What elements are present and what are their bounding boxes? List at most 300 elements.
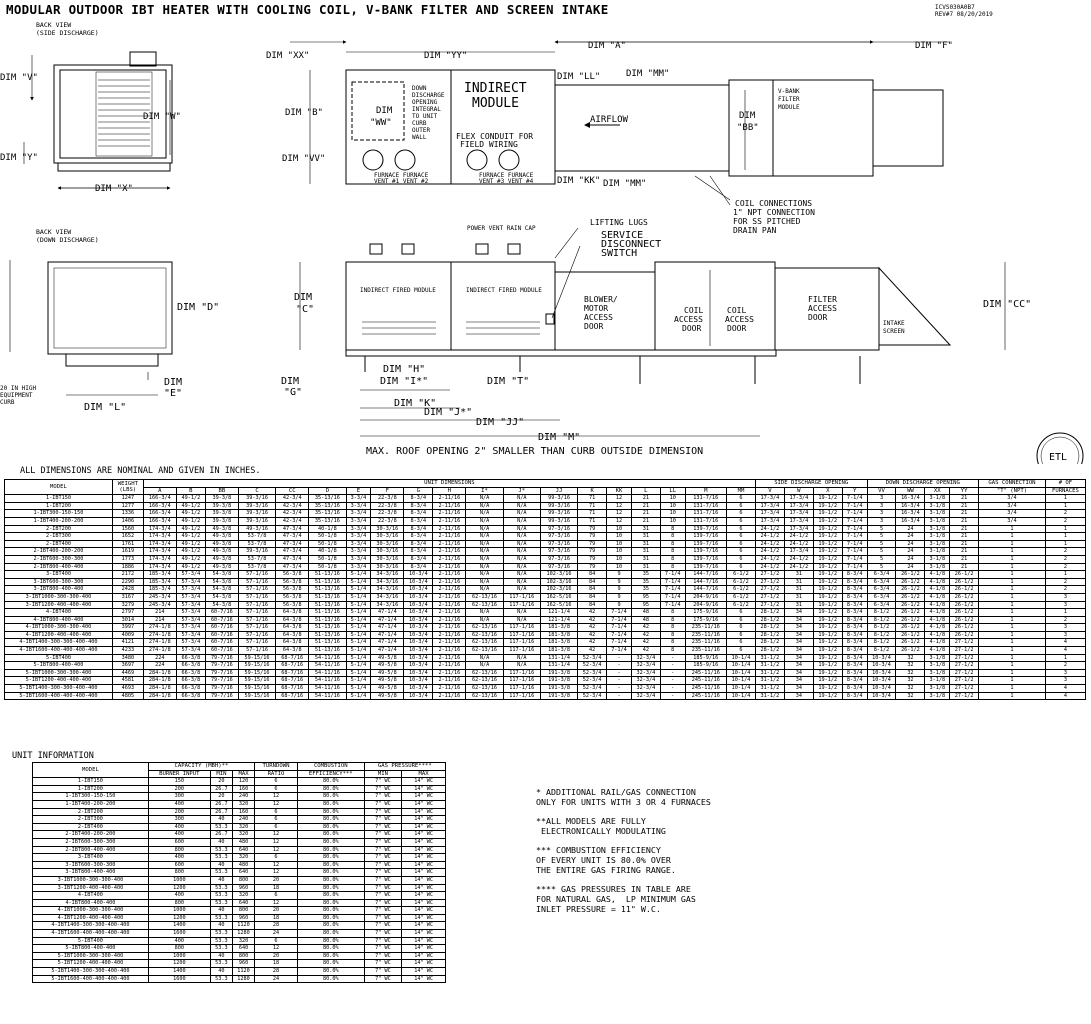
- blower-door-3: ACCESS: [584, 313, 613, 322]
- table-cell: 19-1/2: [813, 502, 842, 510]
- table-cell: 14" WC: [402, 838, 446, 846]
- blower-door-2: MOTOR: [584, 304, 609, 313]
- table-cell: 49-3/16: [238, 525, 275, 533]
- table-cell: 66-3/8: [176, 692, 205, 700]
- table-cell: 53.3: [210, 846, 232, 854]
- table-cell: 84: [578, 586, 607, 594]
- table-cell: 19-1/2: [813, 525, 842, 533]
- table-cell: N/A: [503, 571, 540, 579]
- table-row: [5, 578, 1086, 586]
- table-cell: 59-15/16: [238, 654, 275, 662]
- table-cell: 7-1/4: [660, 578, 685, 586]
- table-cell: 235-11/16: [685, 647, 726, 655]
- table-cell: 3-3/4: [346, 540, 371, 548]
- dim-jj-label: DIM "JJ": [476, 417, 525, 428]
- dim-f-label: DIM "F": [915, 41, 953, 51]
- table-cell: 42-3/4: [276, 510, 309, 518]
- table-cell: 400: [148, 831, 210, 839]
- table-cell: 32: [896, 654, 925, 662]
- col-weight: WEIGHT (LBS): [112, 480, 143, 495]
- table-cell: 8-3/4: [404, 510, 433, 518]
- coil-connections-2: 1" NPT CONNECTION: [733, 208, 815, 217]
- table-cell: 34: [784, 692, 813, 700]
- table-cell: 3-3/4: [346, 525, 371, 533]
- table-row: [5, 601, 1086, 609]
- table-cell: 4-1/8: [925, 624, 950, 632]
- dim-v-label: DIM "V": [0, 73, 38, 83]
- table-cell: 131-1/4: [540, 654, 577, 662]
- table-cell: 191-3/8: [540, 669, 577, 677]
- table-cell: 10-3/4: [404, 685, 433, 693]
- table-cell: 2: [1045, 563, 1085, 571]
- table-cell: 14" WC: [402, 975, 446, 983]
- table-cell: 28-1/2: [755, 609, 784, 617]
- table-row: [5, 510, 1086, 518]
- table-cell: -: [660, 669, 685, 677]
- table-cell: 3-1/8: [925, 662, 950, 670]
- table-cell: 1-IBT300-150-150: [33, 793, 149, 801]
- table-cell: N/A: [466, 609, 503, 617]
- table-cell: 6: [727, 639, 756, 647]
- table-cell: 31: [631, 540, 660, 548]
- table-cell: 26-1/2: [950, 624, 979, 632]
- table-cell: 27-1/2: [755, 578, 784, 586]
- table-cell: 7" WC: [364, 960, 401, 968]
- table-cell: 32: [896, 692, 925, 700]
- down-discharge-4: INTEGRAL: [412, 106, 441, 113]
- table-cell: 5: [867, 525, 896, 533]
- table-cell: 2-11/16: [433, 548, 466, 556]
- table-cell: 8-3/4: [842, 571, 867, 579]
- table-cell: -: [607, 654, 632, 662]
- table-cell: 7-1/4: [607, 624, 632, 632]
- table-cell: 284-1/8: [143, 669, 176, 677]
- table-cell: 59-15/16: [238, 685, 275, 693]
- table-cell: 5-1/4: [346, 654, 371, 662]
- table-cell: 3-1/8: [925, 533, 950, 541]
- table-cell: 117-1/16: [503, 624, 540, 632]
- table-cell: 9: [607, 601, 632, 609]
- table-cell: 32: [896, 677, 925, 685]
- table-cell: 4-IBT1000-300-300-400: [5, 624, 113, 632]
- table-cell: 10-3/4: [404, 647, 433, 655]
- table-cell: 2-11/16: [433, 571, 466, 579]
- table-cell: 34: [784, 662, 813, 670]
- table-cell: 19-1/2: [813, 548, 842, 556]
- table-cell: 7" WC: [364, 968, 401, 976]
- table-cell: 54-3/8: [205, 578, 238, 586]
- table-cell: 79-7/16: [205, 669, 238, 677]
- table-cell: N/A: [466, 525, 503, 533]
- table-cell: 32-3/4: [631, 654, 660, 662]
- table-cell: 19-1/2: [813, 578, 842, 586]
- table-cell: 40: [210, 861, 232, 869]
- dims-col-header: X: [813, 487, 842, 495]
- table-row: [33, 914, 446, 922]
- table-cell: 6-3/4: [867, 578, 896, 586]
- table-cell: 49-1/2: [176, 517, 205, 525]
- table-cell: 42-3/4: [276, 502, 309, 510]
- table-cell: 6-3/4: [867, 586, 896, 594]
- table-cell: 10-3/4: [404, 601, 433, 609]
- table-row: [33, 876, 446, 884]
- table-cell: 800: [232, 907, 254, 915]
- down-discharge-6: CURB: [412, 120, 427, 127]
- table-cell: 2-11/16: [433, 616, 466, 624]
- table-cell: 40-1/8: [309, 525, 346, 533]
- table-cell: 24-1/2: [784, 540, 813, 548]
- table-cell: 7" WC: [364, 930, 401, 938]
- table-cell: 31-1/2: [755, 662, 784, 670]
- table-cell: 245-11/16: [685, 685, 726, 693]
- table-cell: 68-7/16: [276, 654, 309, 662]
- dim-g-label-1: DIM: [281, 376, 300, 387]
- table-cell: 34-3/16: [371, 571, 404, 579]
- dims-col-header: WW: [896, 487, 925, 495]
- table-cell: N/A: [466, 502, 503, 510]
- table-cell: 7-1/4: [607, 616, 632, 624]
- table-cell: 26-1/2: [950, 571, 979, 579]
- table-cell: 34: [784, 609, 813, 617]
- table-cell: 53.3: [210, 884, 232, 892]
- table-cell: 10: [607, 555, 632, 563]
- table-cell: 57-3/4: [176, 601, 205, 609]
- table-cell: 2: [1045, 578, 1085, 586]
- table-cell: 7-1/4: [660, 601, 685, 609]
- table-cell: 79: [578, 525, 607, 533]
- table-cell: 4-1/8: [925, 586, 950, 594]
- table-cell: 26.7: [210, 808, 232, 816]
- table-cell: 19-1/2: [813, 571, 842, 579]
- table-cell: 21: [631, 517, 660, 525]
- table-cell: N/A: [503, 555, 540, 563]
- table-cell: 3-IBT800-400-400: [5, 586, 113, 594]
- table-cell: 8-1/2: [867, 639, 896, 647]
- table-row: [5, 525, 1086, 533]
- table-cell: 10: [660, 502, 685, 510]
- table-cell: 7-1/4: [842, 510, 867, 518]
- table-cell: N/A: [503, 578, 540, 586]
- power-vent-label: POWER VENT RAIN CAP: [467, 225, 536, 232]
- table-cell: 7" WC: [364, 831, 401, 839]
- table-cell: 1400: [148, 922, 210, 930]
- table-cell: 5-IBT1000-300-300-400: [33, 952, 149, 960]
- table-cell: 2-11/16: [433, 540, 466, 548]
- table-cell: N/A: [503, 586, 540, 594]
- table-cell: 8-3/4: [842, 616, 867, 624]
- table-cell: 1120: [232, 922, 254, 930]
- table-cell: 26-1/2: [950, 609, 979, 617]
- table-cell: 121-1/4: [540, 609, 577, 617]
- table-cell: 14" WC: [402, 793, 446, 801]
- table-cell: 7" WC: [364, 861, 401, 869]
- table-cell: 4-IBT1400-300-300-400-400: [33, 922, 149, 930]
- table-cell: 5-IBT400: [5, 654, 113, 662]
- table-cell: N/A: [503, 517, 540, 525]
- dim-y-label: DIM "Y": [0, 153, 38, 163]
- table-cell: 3-1/8: [925, 510, 950, 518]
- table-cell: 8-3/4: [842, 677, 867, 685]
- dim-c-label-2: "C": [296, 304, 315, 315]
- unit-information-title: UNIT INFORMATION: [12, 751, 94, 761]
- table-cell: 80.0%: [297, 816, 364, 824]
- table-cell: 4: [1045, 647, 1085, 655]
- down-discharge-8: WALL: [412, 134, 427, 141]
- table-cell: 26-1/2: [950, 586, 979, 594]
- table-cell: 47-1/4: [371, 647, 404, 655]
- dims-col-header: A: [143, 487, 176, 495]
- table-cell: 4-IBT1000-300-300-400: [33, 907, 149, 915]
- dim-b-label: DIM "B": [285, 108, 323, 118]
- table-cell: 40-1/8: [309, 548, 346, 556]
- table-cell: 5-1/4: [346, 578, 371, 586]
- table-cell: 40: [210, 816, 232, 824]
- table-cell: 245-3/4: [143, 593, 176, 601]
- table-cell: 1773: [112, 555, 143, 563]
- table-cell: 62-13/16: [466, 639, 503, 647]
- table-cell: 10-3/4: [867, 677, 896, 685]
- table-cell: 60-7/16: [205, 647, 238, 655]
- service-switch-2: DISCONNECT: [601, 239, 662, 250]
- table-cell: 62-13/16: [466, 692, 503, 700]
- table-cell: 47-3/4: [276, 540, 309, 548]
- dims-col-header: YY: [950, 487, 979, 495]
- table-cell: 80.0%: [297, 838, 364, 846]
- table-cell: 1-IBT300-150-150: [5, 510, 113, 518]
- table-cell: 2-11/16: [433, 669, 466, 677]
- vbank-label-3: MODULE: [778, 104, 800, 111]
- table-cell: 26-1/2: [950, 616, 979, 624]
- table-cell: 2-IBT400-200-200: [33, 831, 149, 839]
- table-row: [33, 930, 446, 938]
- table-cell: 10: [660, 517, 685, 525]
- table-cell: 47-1/4: [371, 609, 404, 617]
- table-cell: 47-1/4: [371, 616, 404, 624]
- table-cell: 28-1/2: [755, 647, 784, 655]
- table-row: [5, 685, 1086, 693]
- table-cell: 2-11/16: [433, 631, 466, 639]
- table-cell: N/A: [466, 563, 503, 571]
- table-cell: 84: [578, 571, 607, 579]
- table-cell: 12: [255, 899, 298, 907]
- table-cell: 42: [578, 616, 607, 624]
- table-cell: 80.0%: [297, 854, 364, 862]
- table-cell: 6: [727, 525, 756, 533]
- table-cell: 3: [867, 502, 896, 510]
- table-cell: 640: [232, 846, 254, 854]
- table-cell: 19-1/2: [813, 616, 842, 624]
- table-row: [33, 861, 446, 869]
- table-cell: 191-3/8: [540, 685, 577, 693]
- table-cell: N/A: [503, 502, 540, 510]
- table-cell: 1600: [148, 975, 210, 983]
- back-view-down-title-1: BACK VIEW: [36, 228, 72, 236]
- table-cell: 8-1/2: [867, 616, 896, 624]
- table-cell: 49-5/8: [371, 692, 404, 700]
- table-cell: 3-3/4: [346, 533, 371, 541]
- table-cell: 400: [148, 854, 210, 862]
- table-cell: 12: [607, 495, 632, 503]
- table-cell: 49-1/2: [176, 548, 205, 556]
- dim-ww-label-2: "WW": [370, 118, 392, 128]
- table-cell: 28-1/2: [755, 616, 784, 624]
- table-cell: 2-11/16: [433, 685, 466, 693]
- table-cell: 3/4: [979, 502, 1046, 510]
- table-cell: 121-1/4: [540, 616, 577, 624]
- table-cell: 47-3/4: [276, 548, 309, 556]
- table-row: [33, 869, 446, 877]
- table-cell: 2: [1045, 616, 1085, 624]
- table-cell: N/A: [466, 555, 503, 563]
- table-cell: 10-1/4: [727, 692, 756, 700]
- table-cell: N/A: [466, 533, 503, 541]
- table-cell: 19-1/2: [813, 517, 842, 525]
- table-cell: 5-1/4: [346, 616, 371, 624]
- table-cell: 800: [148, 945, 210, 953]
- table-cell: 42: [631, 639, 660, 647]
- table-cell: 3-IBT600-300-300: [5, 578, 113, 586]
- table-cell: 4-IBT800-400-400: [33, 899, 149, 907]
- table-cell: 60-7/16: [205, 631, 238, 639]
- table-cell: 17-3/4: [784, 548, 813, 556]
- table-cell: 19-1/2: [813, 685, 842, 693]
- table-cell: 54-11/16: [309, 662, 346, 670]
- table-cell: 4-1/8: [925, 631, 950, 639]
- table-cell: 10-3/4: [404, 669, 433, 677]
- table-cell: 1: [979, 677, 1046, 685]
- table-cell: 80.0%: [297, 831, 364, 839]
- table-cell: 52-3/4: [578, 654, 607, 662]
- table-cell: 80.0%: [297, 968, 364, 976]
- table-cell: 8-1/2: [867, 624, 896, 632]
- table-cell: 3-1/8: [925, 669, 950, 677]
- table-cell: 6: [727, 548, 756, 556]
- table-cell: 14" WC: [402, 945, 446, 953]
- coil-door-b-1: COIL: [727, 306, 747, 315]
- table-cell: 10-1/4: [727, 669, 756, 677]
- table-cell: 14" WC: [402, 930, 446, 938]
- table-cell: 14" WC: [402, 854, 446, 862]
- table-cell: 10-1/4: [727, 685, 756, 693]
- table-cell: 6: [727, 517, 756, 525]
- table-cell: 49-5/8: [371, 662, 404, 670]
- table-cell: 21: [950, 525, 979, 533]
- info-col-header: BURNER INPUT: [148, 770, 210, 778]
- dim-vv-label: DIM "VV": [282, 154, 326, 164]
- table-cell: N/A: [466, 510, 503, 518]
- table-cell: 64-3/8: [276, 616, 309, 624]
- table-cell: 6: [255, 854, 298, 862]
- table-cell: 17-3/4: [755, 502, 784, 510]
- table-cell: 20: [255, 876, 298, 884]
- table-cell: 2-11/16: [433, 533, 466, 541]
- table-cell: 31-1/2: [755, 692, 784, 700]
- table-cell: 17-3/4: [755, 517, 784, 525]
- table-cell: 80.0%: [297, 937, 364, 945]
- table-cell: 12: [607, 502, 632, 510]
- table-cell: 274-1/8: [143, 631, 176, 639]
- table-cell: 52-3/4: [578, 692, 607, 700]
- table-cell: 60-7/16: [205, 616, 238, 624]
- table-cell: 1: [1045, 540, 1085, 548]
- table-cell: 64-3/8: [276, 639, 309, 647]
- table-cell: 214: [143, 609, 176, 617]
- table-cell: 1: [979, 578, 1046, 586]
- table-cell: 3697: [112, 662, 143, 670]
- table-cell: 8-3/4: [842, 624, 867, 632]
- table-cell: 80.0%: [297, 945, 364, 953]
- table-cell: 1560: [112, 525, 143, 533]
- table-row: [5, 624, 1086, 632]
- down-discharge-5: TO UNIT: [412, 113, 438, 120]
- table-cell: 56-3/8: [276, 571, 309, 579]
- col-gas-connection: GAS CONNECTION: [979, 480, 1046, 488]
- table-cell: 3: [1045, 631, 1085, 639]
- table-cell: 57-1/16: [238, 639, 275, 647]
- table-cell: 1: [979, 616, 1046, 624]
- info-col-header: MIN: [364, 770, 401, 778]
- table-cell: 274-1/8: [143, 624, 176, 632]
- table-cell: 1: [1045, 654, 1085, 662]
- table-cell: 6: [727, 631, 756, 639]
- table-cell: 6-1/2: [727, 593, 756, 601]
- table-cell: 4-IBT1200-400-400-400: [33, 914, 149, 922]
- table-cell: 3-3/4: [346, 517, 371, 525]
- table-cell: 1: [979, 555, 1046, 563]
- table-cell: 5-1/4: [346, 631, 371, 639]
- table-cell: 8: [660, 555, 685, 563]
- table-cell: 1: [979, 662, 1046, 670]
- table-cell: 34: [784, 677, 813, 685]
- revision-date: REV#7 08/20/2019: [935, 11, 993, 18]
- table-cell: 5-IBT1200-400-400-400: [33, 960, 149, 968]
- table-cell: 7-1/4: [842, 502, 867, 510]
- table-cell: 28-1/2: [755, 631, 784, 639]
- table-cell: 284-1/8: [143, 692, 176, 700]
- table-cell: 131-7/16: [685, 517, 726, 525]
- drawing-number: ICVS030A0B7: [935, 4, 975, 11]
- table-cell: 10-3/4: [867, 692, 896, 700]
- table-cell: 71: [578, 502, 607, 510]
- table-cell: 42: [578, 609, 607, 617]
- table-cell: 54-3/8: [205, 571, 238, 579]
- table-cell: 2-11/16: [433, 601, 466, 609]
- table-cell: 185-3/4: [143, 571, 176, 579]
- table-cell: 80.0%: [297, 861, 364, 869]
- dims-col-header: K: [578, 487, 607, 495]
- table-cell: 131-7/16: [685, 510, 726, 518]
- table-cell: 10-3/4: [404, 654, 433, 662]
- table-cell: 26-1/2: [896, 571, 925, 579]
- table-cell: 6: [255, 785, 298, 793]
- footnote-4: **** GAS PRESSURES IN TABLE ARE FOR NATURAL GAS, LP MINIMUM GAS INLET PRESSURE = 11" W.C.: [536, 884, 696, 914]
- table-row: [5, 669, 1086, 677]
- table-cell: 3-3/4: [346, 495, 371, 503]
- table-cell: 59-15/16: [238, 669, 275, 677]
- table-cell: 7" WC: [364, 846, 401, 854]
- vbank-label-2: FILTER: [778, 96, 800, 103]
- table-cell: 26-1/2: [950, 631, 979, 639]
- dim-x-label: DIM "X": [95, 184, 133, 194]
- table-cell: 139-7/16: [685, 540, 726, 548]
- info-col-header: MIN: [210, 770, 232, 778]
- table-cell: 6: [255, 892, 298, 900]
- table-cell: 4-IBT400: [5, 609, 113, 617]
- table-cell: 14" WC: [402, 876, 446, 884]
- table-cell: N/A: [466, 616, 503, 624]
- table-cell: 14" WC: [402, 816, 446, 824]
- lifting-lugs-label: LIFTING LUGS: [590, 218, 648, 227]
